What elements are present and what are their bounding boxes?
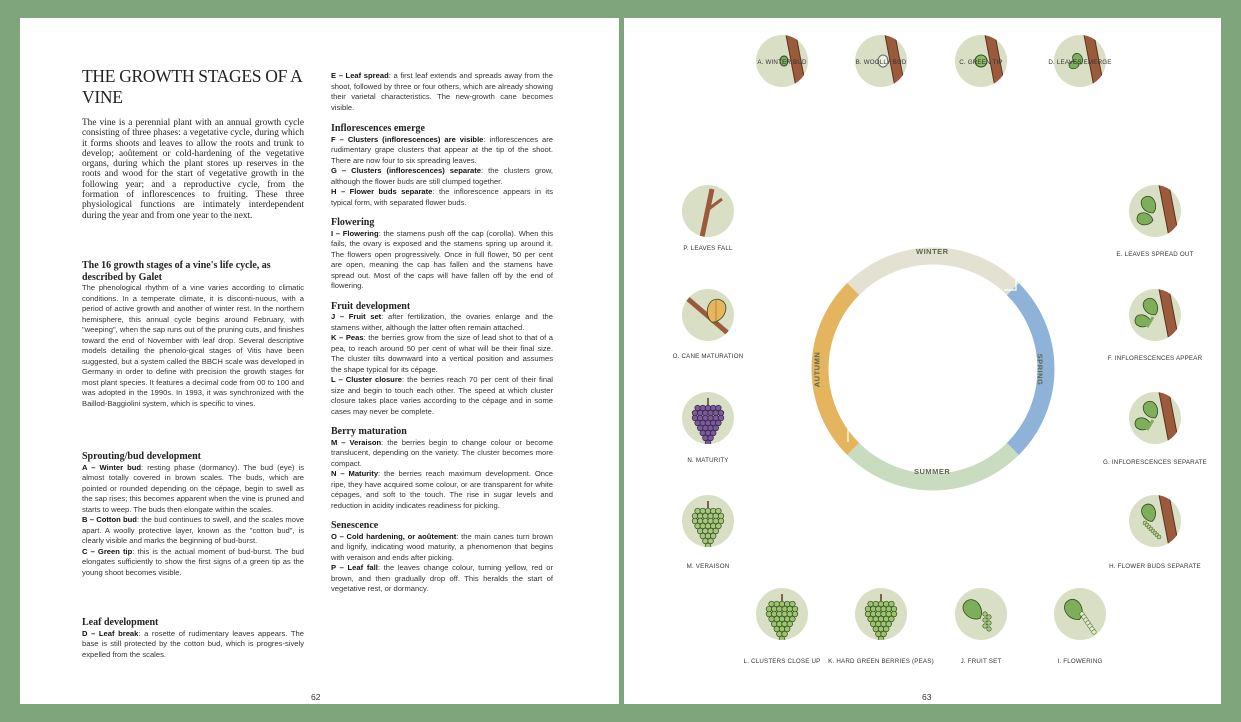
inflorescences-heading: Inflorescences emerge — [331, 123, 425, 134]
season-spring-label: SPRING — [1035, 353, 1045, 386]
green-cluster-icon — [855, 588, 907, 640]
stage-k-paragraph — [331, 333, 553, 375]
stage-c-caption: C. GREEN TIP — [959, 59, 1003, 66]
stage-o-paragraph — [331, 532, 553, 564]
stage-d-paragraph — [82, 629, 304, 661]
inflorescences-icon — [1129, 392, 1181, 444]
stage-c-text: : this is the actual moment of bud-burst. The bud elongates sufficiently to show the first signs of a green tip as the young shoot becomes visible. — [82, 546, 304, 577]
stage-l — [756, 588, 808, 640]
stage-n-text: : the berries reach maximum development. Once ripe, they have acquired some colour, or are transparent for white cépages, and soft to the touch. The rise in sugar levels and reduction in acidity indicates readiness for picking. — [331, 469, 553, 510]
stage-j-caption: J. FRUIT SET — [960, 658, 1002, 665]
stage-h-text: : the inflorescence appears in its typical form, with separated flower buds. — [331, 187, 553, 207]
page-title: THE GROWTH STAGES OF A VINE — [82, 66, 302, 107]
galet-section — [82, 260, 304, 409]
stage-c-paragraph — [82, 547, 304, 579]
stage-k — [855, 588, 907, 640]
stage-i-caption: I. FLOWERING — [1057, 658, 1103, 665]
bare-cane-icon — [682, 185, 734, 237]
stage-e-label: E – Leaf spread — [331, 71, 389, 80]
stage-d-label: D – Leaf break — [82, 628, 139, 638]
stage-f-text: : inflorescences are rudimentary grape clusters that appear at the tip of the shoot. There are now four to six spreading leaves. — [331, 134, 553, 165]
galet-text: The phenological rhythm of a vine varies according to climatic conditions. In a temperate climate, it is disconti-nuous, with a period of active growth and another of winter rest. In the northern hemisphere, this annual cycle begins around February, with "weeping", when the sap runs out of the pruning cuts, and finishes toward the end of November with leaf drop. Several descriptive models detailing the phenolo-gical stages of Vitis have been suggested, but a system called the BBCH scale was developed in Germany in order to define with precision the growth stages for most plant species. It features a decimal code from 00 to 100 and was adopted in the 1990s. In 1993, it was synchronized with the Baillod-Baggiolini system, which is specific to vines. — [82, 283, 304, 408]
stage-g-paragraph — [331, 166, 553, 187]
stage-j — [955, 588, 1007, 640]
purple-cluster-icon — [682, 392, 734, 444]
stage-g-caption: G. INFLORESCENCES SEPARATE — [1103, 459, 1207, 466]
galet-heading: The 16 growth stages of a vine's life cycle, as described by Galet — [82, 260, 271, 283]
middle-column — [331, 71, 553, 595]
stage-g-label: G – Clusters (inflorescences) separate — [331, 166, 482, 175]
berry-heading: Berry maturation — [331, 426, 407, 437]
senescence-heading: Senescence — [331, 520, 379, 531]
stage-e-text: : a first leaf extends and spreads away from the shoot, followed by three or four others, which are already showing their varietal characteristics. The new-growth cane becomes visible. — [331, 71, 553, 112]
stage-i — [1054, 588, 1106, 640]
fruit-heading: Fruit development — [331, 300, 411, 312]
stage-a-text: : resting phase (dormancy). The bud (eye) is almost totally covered in brown scales. The buds, which are pointed or rounded depending on the cépage, begin to swell as the sap rises; this becomes apparent when the vine is pruned and starts to weep. The buds then elongate within the scales. — [82, 462, 304, 514]
flowering-icon — [1054, 588, 1106, 640]
stage-f — [1129, 289, 1181, 341]
page-number-left: 62 — [311, 692, 321, 702]
stage-b-paragraph — [82, 515, 304, 547]
leaf-heading: Leaf development — [82, 617, 159, 628]
stage-n-paragraph — [331, 469, 553, 511]
stage-p-text: : the leaves change colour, turning yellow, red or brown, and then gradually drop off. This heralds the start of vegetative rest, or dormancy. — [331, 563, 553, 593]
flowering-heading: Flowering — [331, 217, 375, 228]
stage-o-caption: O. CANE MATURATION — [672, 353, 744, 360]
stage-f-paragraph — [331, 135, 553, 167]
stage-j-text: : after fertilization, the ovaries enlarge and the stamens wither, although the latter often remain attached. — [331, 312, 554, 332]
green-cluster-icon — [756, 588, 808, 640]
sprouting-heading: Sprouting/bud development — [82, 451, 202, 462]
stage-g — [1129, 392, 1181, 444]
stage-h — [1129, 495, 1181, 547]
stage-p — [682, 185, 734, 237]
stage-d-caption: D. LEAVES EMERGE — [1048, 59, 1112, 66]
stage-m-label: M – Veraison — [331, 437, 382, 447]
leaf-section — [82, 617, 304, 660]
stage-m-paragraph — [331, 438, 553, 470]
stage-b-caption: B. WOOLLY BUD — [855, 59, 907, 66]
stage-m — [682, 495, 734, 547]
stage-f-caption: F. INFLORESCENCES APPEAR — [1107, 355, 1203, 362]
stage-b-label: B – Cotton bud — [82, 515, 137, 524]
stage-k-label: K – Peas — [331, 333, 364, 342]
stage-e — [1129, 185, 1181, 237]
stage-e-caption: E. LEAVES SPREAD OUT — [1116, 251, 1194, 258]
stage-o-text: : the main canes turn brown and lignify, indicating wood maturity, a phenomenon that begins with veraison and ends after picking. — [331, 531, 553, 562]
stage-a-label: A – Winter bud — [82, 462, 142, 472]
season-winter-label: WINTER — [916, 247, 949, 256]
season-summer-label: SUMMER — [914, 467, 951, 476]
stage-n — [682, 392, 734, 444]
stage-d-text: : a rosette of rudimentary leaves appears. The base is still protected by the cotton bud, which is progres-sively expelled from the scales. — [82, 628, 304, 659]
cane-maturation-icon — [682, 289, 734, 341]
stage-p-label: P – Leaf fall — [331, 563, 378, 572]
right-page — [624, 18, 1221, 704]
stage-l-label: L – Cluster closure — [331, 375, 402, 384]
stage-j-label: J – Fruit set — [331, 312, 382, 321]
stage-b-text: : the bud continues to swell, and the scales move apart. A woolly protective layer, known as the "cotton bud", is clearly visible and marks the beginning of bud-burst. — [82, 515, 304, 545]
stage-i-paragraph — [331, 229, 553, 292]
veraison-cluster-icon — [682, 495, 734, 547]
stage-i-label: I – Flowering — [331, 228, 379, 238]
stage-l-paragraph — [331, 375, 553, 417]
stage-g-text: : the clusters grow, although the flower buds are still clumped together. — [331, 166, 554, 186]
stage-k-text: : the berries grow from the size of lead shot to that of a pea, to reach around 50 per cent of what will be their final size. The cluster tilts downward into a vertical position and assumes the shape typical for its cépage. — [331, 333, 553, 374]
page-number-right: 63 — [922, 692, 932, 702]
stage-a-paragraph — [82, 463, 304, 516]
stage-h-label: H – Flower buds separate — [331, 187, 433, 196]
leaves-spread-icon — [1129, 185, 1181, 237]
left-page — [20, 18, 619, 704]
stage-n-caption: N. MATURITY — [687, 457, 729, 464]
stage-e-paragraph — [331, 71, 553, 113]
stage-c-label: C – Green tip — [82, 546, 133, 556]
fruit-set-icon — [955, 588, 1007, 640]
stage-j-paragraph — [331, 312, 553, 333]
stage-f-label: F – Clusters (inflorescences) are visible — [331, 134, 484, 144]
stage-n-label: N – Maturity — [331, 469, 379, 478]
stage-p-paragraph — [331, 563, 553, 595]
stage-m-caption: M. VERAISON — [686, 563, 730, 570]
inflorescences-icon — [1129, 289, 1181, 341]
stage-m-text: : the berries begin to change colour or become translucent, depending on the variety. The cluster becomes more compact. — [331, 437, 553, 468]
sprouting-section — [82, 451, 304, 578]
stage-o-label: O – Cold hardening, or aoûtement — [331, 531, 457, 541]
stage-i-text: : the stamens push off the cap (corolla). When this fails, the ovary is exposed and the stamens spring up around it. The flowers open progressively. Once in full flower, 50 per cent are open, meaning the cap has fallen and the stamens have spread out. Most of the caps will have fallen off by the end of flowering. — [331, 228, 553, 290]
stage-k-caption: K. HARD GREEN BERRIES (PEAS) — [828, 658, 934, 665]
stage-p-caption: P. LEAVES FALL — [683, 245, 733, 252]
stage-o — [682, 289, 734, 341]
season-autumn-label: AUTUMN — [812, 351, 822, 388]
stage-l-caption: L. CLUSTERS CLOSE UP — [743, 658, 821, 665]
intro-paragraph: The vine is a perennial plant with an annual growth cycle consisting of three phases: a vegetative cycle, during which it forms shoots and leaves to allow the roots and trunk to develop; aoûtement or cold-hardening of the vegetative organs, during which the plant stores up reserves in the roots and wood for the start of vegetative growth in the following year; and a reproductive cycle, from the formation of inflorescences to fruiting. These three physiological functions are intimately interdependent during the year and from one year to the next. — [82, 118, 304, 221]
stage-h-paragraph — [331, 187, 553, 208]
stage-h-caption: H. FLOWER BUDS SEPARATE — [1109, 563, 1201, 570]
stage-a-caption: A. WINTER BUD — [757, 59, 807, 66]
stage-l-text: : the berries reach 70 per cent of their final size and begin to touch each other. The speed at which cluster closure takes place varies according to the cépage and in some cases may never be complete. — [331, 375, 553, 416]
flower-buds-icon — [1129, 495, 1181, 547]
